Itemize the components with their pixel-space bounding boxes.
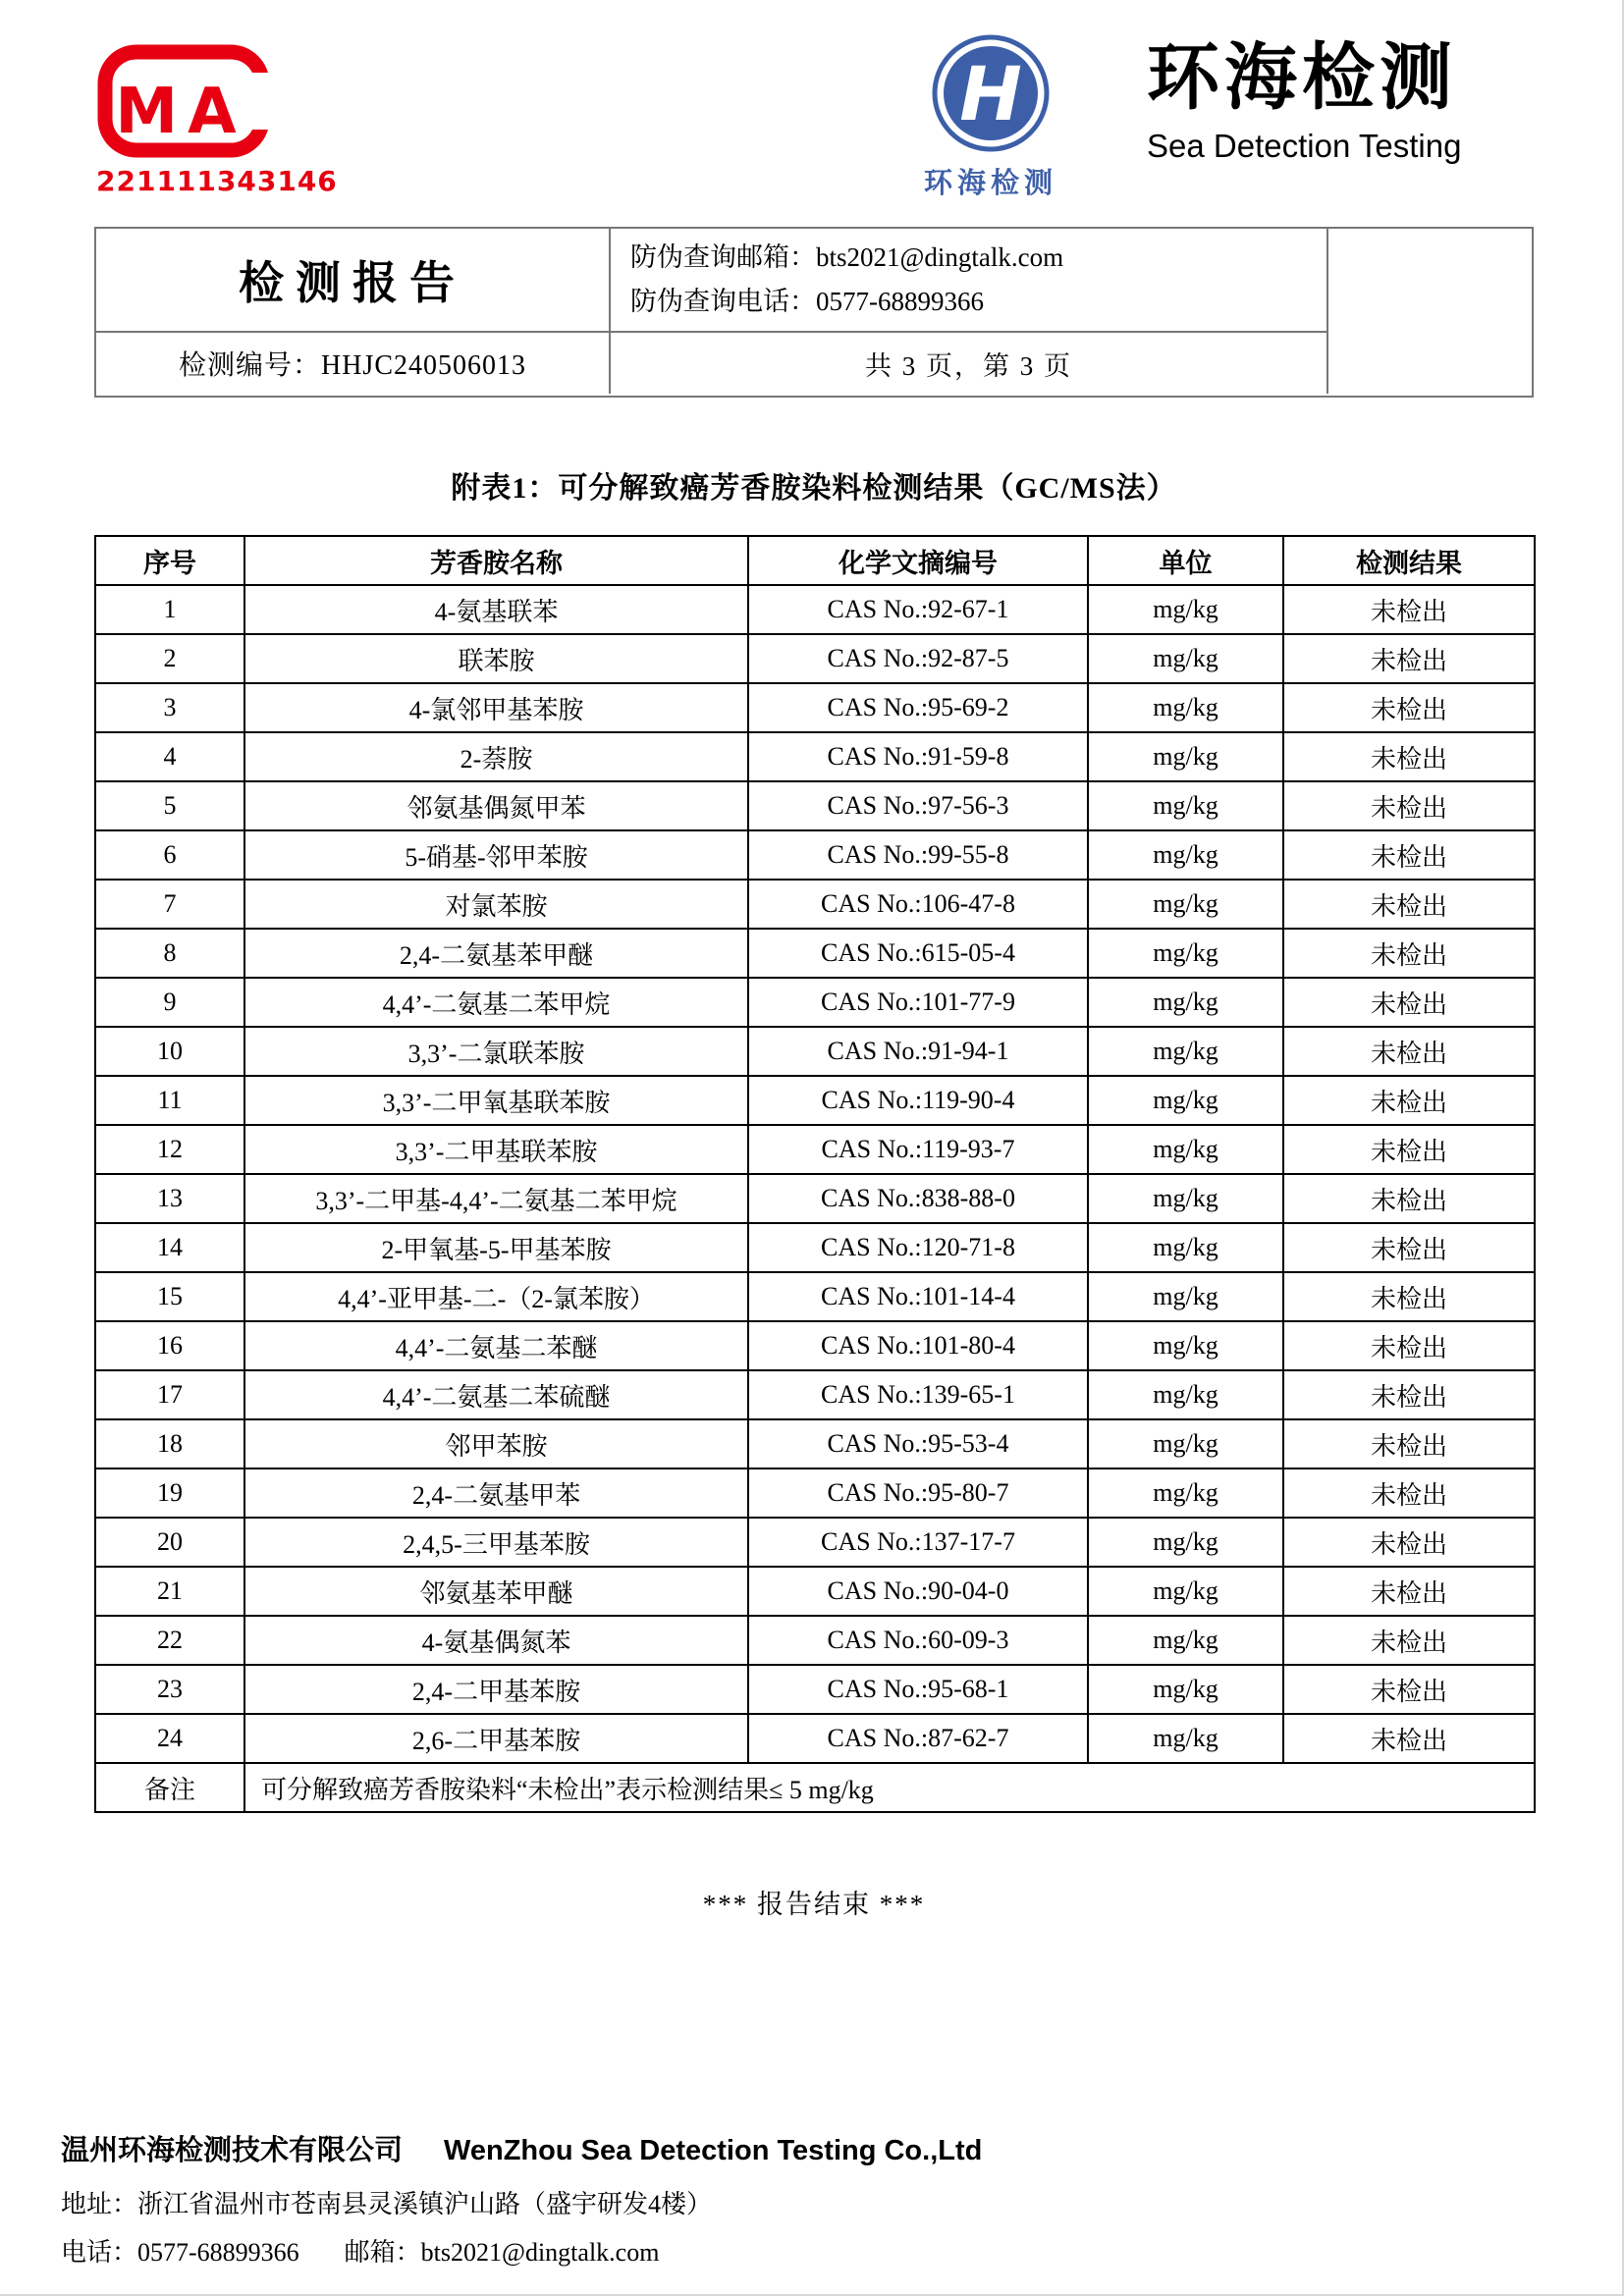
row-cas-number: CAS No.:119-90-4 [748, 1076, 1088, 1125]
table-row [95, 1174, 1535, 1223]
info-box-empty-cell [1326, 229, 1532, 394]
row-result: 未检出 [1283, 1174, 1535, 1223]
row-unit: mg/kg [1088, 732, 1283, 781]
row-seq: 1 [95, 585, 244, 634]
row-cas-number: CAS No.:95-80-7 [748, 1468, 1088, 1518]
row-cas-number: CAS No.:99-55-8 [748, 830, 1088, 880]
column-header-unit: 单位 [1088, 536, 1283, 585]
row-unit: mg/kg [1088, 1321, 1283, 1370]
row-amine-name: 4-氨基联苯 [244, 585, 748, 634]
table-row [95, 1076, 1535, 1125]
table-row [95, 1027, 1535, 1076]
row-result: 未检出 [1283, 1567, 1535, 1616]
row-result: 未检出 [1283, 732, 1535, 781]
table-row [95, 880, 1535, 929]
row-result: 未检出 [1283, 1468, 1535, 1518]
row-amine-name: 邻氨基偶氮甲苯 [244, 781, 748, 830]
row-seq: 10 [95, 1027, 244, 1076]
row-seq: 12 [95, 1125, 244, 1174]
row-amine-name: 4-氨基偶氮苯 [244, 1616, 748, 1665]
row-seq: 3 [95, 683, 244, 732]
row-amine-name: 4,4’-二氨基二苯硫醚 [244, 1370, 748, 1419]
row-amine-name: 邻氨基苯甲醚 [244, 1567, 748, 1616]
row-result: 未检出 [1283, 929, 1535, 978]
table-row [95, 1714, 1535, 1763]
row-seq: 20 [95, 1518, 244, 1567]
row-seq: 11 [95, 1076, 244, 1125]
report-number-line: 检测编号：HHJC240506013 [96, 333, 611, 394]
row-result: 未检出 [1283, 1665, 1535, 1714]
row-unit: mg/kg [1088, 880, 1283, 929]
report-title: 检测报告 [96, 229, 611, 333]
table-row [95, 929, 1535, 978]
row-cas-number: CAS No.:90-04-0 [748, 1567, 1088, 1616]
row-seq: 6 [95, 830, 244, 880]
row-seq: 2 [95, 634, 244, 683]
row-seq: 18 [95, 1419, 244, 1468]
table-row [95, 1665, 1535, 1714]
anti-fake-phone-line: 防伪查询电话：0577-68899366 [630, 287, 984, 316]
row-cas-number: CAS No.:838-88-0 [748, 1174, 1088, 1223]
row-amine-name: 3,3’-二氯联苯胺 [244, 1027, 748, 1076]
row-result: 未检出 [1283, 978, 1535, 1027]
row-unit: mg/kg [1088, 1468, 1283, 1518]
cma-letters: MA [115, 76, 246, 148]
remark-row [95, 1763, 1535, 1812]
report-end-note: *** 报告结束 *** [702, 1890, 926, 1919]
row-result: 未检出 [1283, 1125, 1535, 1174]
row-seq: 22 [95, 1616, 244, 1665]
table-row [95, 1518, 1535, 1567]
row-unit: mg/kg [1088, 1518, 1283, 1567]
footer-address-line: 地址：浙江省温州市苍南县灵溪镇沪山路（盛宇研发4楼） [61, 2190, 713, 2218]
row-seq: 4 [95, 732, 244, 781]
table-row [95, 1223, 1535, 1272]
row-amine-name: 2,4-二氨基甲苯 [244, 1468, 748, 1518]
row-unit: mg/kg [1088, 830, 1283, 880]
row-seq: 15 [95, 1272, 244, 1321]
row-result: 未检出 [1283, 1027, 1535, 1076]
row-seq: 14 [95, 1223, 244, 1272]
company-name-en: Sea Detection Testing [1147, 127, 1462, 164]
row-amine-name: 4-氯邻甲基苯胺 [244, 683, 748, 732]
row-cas-number: CAS No.:101-14-4 [748, 1272, 1088, 1321]
table-row [95, 1567, 1535, 1616]
table-row [95, 1370, 1535, 1419]
footer-company-en: WenZhou Sea Detection Testing Co.,Ltd [444, 2135, 983, 2166]
row-result: 未检出 [1283, 1518, 1535, 1567]
row-seq: 17 [95, 1370, 244, 1419]
row-amine-name: 对氯苯胺 [244, 880, 748, 929]
row-seq: 8 [95, 929, 244, 978]
row-result: 未检出 [1283, 683, 1535, 732]
anti-fake-email-line: 防伪查询邮箱：bts2021@dingtalk.com [630, 242, 1064, 273]
anti-fake-query-block [611, 229, 1326, 333]
footer-phone: 电话：0577-68899366 [61, 2238, 299, 2267]
row-unit: mg/kg [1088, 1616, 1283, 1665]
row-cas-number: CAS No.:101-77-9 [748, 978, 1088, 1027]
row-cas-number: CAS No.:97-56-3 [748, 781, 1088, 830]
row-amine-name: 4,4’-二氨基二苯醚 [244, 1321, 748, 1370]
table-row [95, 1321, 1535, 1370]
row-result: 未检出 [1283, 1370, 1535, 1419]
column-header-result: 检测结果 [1283, 536, 1535, 585]
table-row [95, 585, 1535, 634]
column-header-cas: 化学文摘编号 [748, 536, 1088, 585]
table-row [95, 683, 1535, 732]
footer [61, 2128, 982, 2269]
results-table [94, 535, 1536, 1813]
row-cas-number: CAS No.:95-69-2 [748, 683, 1088, 732]
column-header-amine-name: 芳香胺名称 [244, 536, 748, 585]
table-row [95, 1419, 1535, 1468]
row-amine-name: 3,3’-二甲基-4,4’-二氨基二苯甲烷 [244, 1174, 748, 1223]
row-cas-number: CAS No.:106-47-8 [748, 880, 1088, 929]
row-cas-number: CAS No.:119-93-7 [748, 1125, 1088, 1174]
row-unit: mg/kg [1088, 1027, 1283, 1076]
row-amine-name: 4,4’-亚甲基-二-（2-氯苯胺） [244, 1272, 748, 1321]
company-name-cn: 环海检测 [1147, 36, 1457, 118]
row-seq: 24 [95, 1714, 244, 1763]
row-amine-name: 联苯胺 [244, 634, 748, 683]
page-count-line: 共 3 页，第 3 页 [865, 350, 1072, 381]
report-info-box [94, 227, 1534, 398]
column-header-seq: 序号 [95, 536, 244, 585]
row-amine-name: 3,3’-二甲基联苯胺 [244, 1125, 748, 1174]
row-unit: mg/kg [1088, 1076, 1283, 1125]
row-seq: 16 [95, 1321, 244, 1370]
table-row [95, 1272, 1535, 1321]
row-result: 未检出 [1283, 1616, 1535, 1665]
row-cas-number: CAS No.:91-59-8 [748, 732, 1088, 781]
footer-company-line [61, 2128, 982, 2168]
remark-label: 备注 [95, 1763, 244, 1812]
table-row [95, 978, 1535, 1027]
row-cas-number: CAS No.:92-87-5 [748, 634, 1088, 683]
company-logo [917, 33, 1064, 201]
row-unit: mg/kg [1088, 1223, 1283, 1272]
row-cas-number: CAS No.:101-80-4 [748, 1321, 1088, 1370]
row-amine-name: 4,4’-二氨基二苯甲烷 [244, 978, 748, 1027]
table-row [95, 781, 1535, 830]
row-amine-name: 2,4-二甲基苯胺 [244, 1665, 748, 1714]
appendix-table-title: 附表1：可分解致癌芳香胺染料检测结果（GC/MS法） [451, 472, 1177, 505]
row-cas-number: CAS No.:615-05-4 [748, 929, 1088, 978]
row-result: 未检出 [1283, 1419, 1535, 1468]
row-seq: 13 [95, 1174, 244, 1223]
row-result: 未检出 [1283, 1714, 1535, 1763]
footer-contact-line [61, 2232, 982, 2269]
row-unit: mg/kg [1088, 1272, 1283, 1321]
footer-email: 邮箱：bts2021@dingtalk.com [344, 2238, 660, 2267]
row-cas-number: CAS No.:92-67-1 [748, 585, 1088, 634]
company-logo-icon [931, 33, 1051, 153]
row-seq: 23 [95, 1665, 244, 1714]
row-result: 未检出 [1283, 781, 1535, 830]
row-cas-number: CAS No.:139-65-1 [748, 1370, 1088, 1419]
row-seq: 5 [95, 781, 244, 830]
row-cas-number: CAS No.:91-94-1 [748, 1027, 1088, 1076]
row-amine-name: 5-硝基-邻甲苯胺 [244, 830, 748, 880]
cma-certificate-number: 221111343146 [96, 165, 338, 197]
row-unit: mg/kg [1088, 978, 1283, 1027]
row-unit: mg/kg [1088, 1174, 1283, 1223]
table-row [95, 830, 1535, 880]
row-result: 未检出 [1283, 634, 1535, 683]
row-result: 未检出 [1283, 830, 1535, 880]
row-unit: mg/kg [1088, 1567, 1283, 1616]
brand-text [1147, 36, 1598, 165]
row-unit: mg/kg [1088, 1714, 1283, 1763]
row-cas-number: CAS No.:120-71-8 [748, 1223, 1088, 1272]
row-amine-name: 2,6-二甲基苯胺 [244, 1714, 748, 1763]
row-unit: mg/kg [1088, 683, 1283, 732]
row-seq: 21 [95, 1567, 244, 1616]
logo-letter: H [959, 50, 1022, 137]
row-cas-number: CAS No.:137-17-7 [748, 1518, 1088, 1567]
row-seq: 7 [95, 880, 244, 929]
table-header-row [95, 536, 1535, 585]
table-row [95, 1125, 1535, 1174]
row-unit: mg/kg [1088, 929, 1283, 978]
row-cas-number: CAS No.:95-68-1 [748, 1665, 1088, 1714]
table-row [95, 1616, 1535, 1665]
row-amine-name: 2-甲氧基-5-甲基苯胺 [244, 1223, 748, 1272]
results-table-body [95, 585, 1535, 1763]
row-cas-number: CAS No.:60-09-3 [748, 1616, 1088, 1665]
row-result: 未检出 [1283, 1321, 1535, 1370]
cma-logo-icon [96, 43, 288, 159]
table-row [95, 634, 1535, 683]
table-row [95, 732, 1535, 781]
row-unit: mg/kg [1088, 634, 1283, 683]
row-seq: 19 [95, 1468, 244, 1518]
row-result: 未检出 [1283, 880, 1535, 929]
row-unit: mg/kg [1088, 585, 1283, 634]
row-amine-name: 邻甲苯胺 [244, 1419, 748, 1468]
table-row [95, 1468, 1535, 1518]
row-result: 未检出 [1283, 1223, 1535, 1272]
row-seq: 9 [95, 978, 244, 1027]
row-unit: mg/kg [1088, 1370, 1283, 1419]
row-cas-number: CAS No.:87-62-7 [748, 1714, 1088, 1763]
row-unit: mg/kg [1088, 1665, 1283, 1714]
footer-company-cn: 温州环海检测技术有限公司 [61, 2135, 404, 2166]
row-unit: mg/kg [1088, 781, 1283, 830]
row-amine-name: 2,4,5-三甲基苯胺 [244, 1518, 748, 1567]
logo-caption: 环海检测 [923, 168, 1057, 199]
row-amine-name: 2-萘胺 [244, 732, 748, 781]
row-amine-name: 2,4-二氨基苯甲醚 [244, 929, 748, 978]
row-result: 未检出 [1283, 1076, 1535, 1125]
row-result: 未检出 [1283, 585, 1535, 634]
row-result: 未检出 [1283, 1272, 1535, 1321]
cma-certification-mark [96, 43, 338, 197]
row-cas-number: CAS No.:95-53-4 [748, 1419, 1088, 1468]
row-unit: mg/kg [1088, 1125, 1283, 1174]
row-amine-name: 3,3’-二甲氧基联苯胺 [244, 1076, 748, 1125]
remark-text: 可分解致癌芳香胺染料“未检出”表示检测结果≤ 5 mg/kg [244, 1763, 1535, 1812]
row-unit: mg/kg [1088, 1419, 1283, 1468]
